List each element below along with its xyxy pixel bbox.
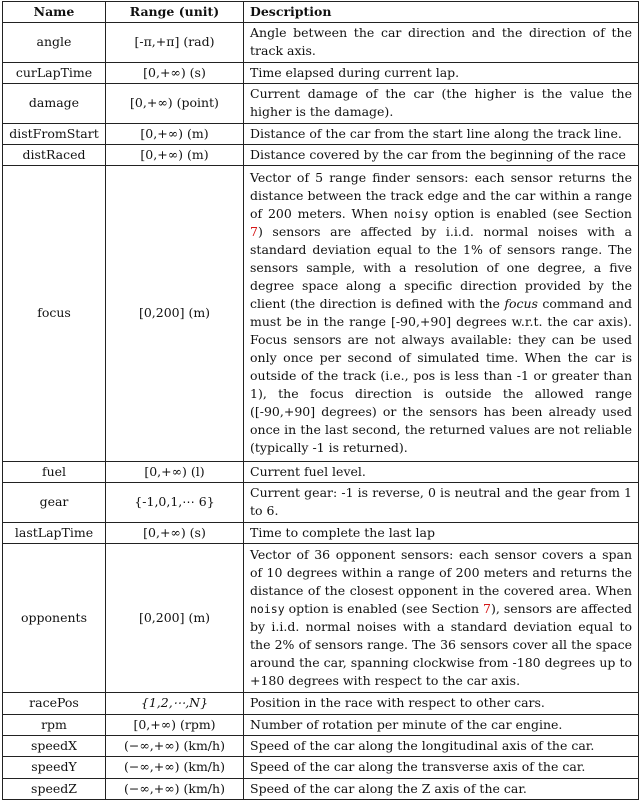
row-description: Distance of the car from the start line along the track line.	[244, 123, 639, 144]
row-range: [0,+∞) (s)	[106, 522, 244, 543]
table-header-row	[3, 2, 639, 23]
table-row	[3, 62, 639, 83]
table-row	[3, 483, 639, 523]
row-description: Time to complete the last lap	[244, 522, 639, 543]
row-name: distFromStart	[3, 123, 106, 144]
desc-text: command and must be in the range [-90,+90] degrees w.r.t. the car axis). Focus sensors are not always available: they can be used only once per second of simulated time. When the car is outside of the track (i.e., pos is less than -1 or greater than 1), the focus direction is outside the allowed range ([-90,+90] degrees) or the sensors has been already used once in the last second, the returned values are not reliable (typically -1 is returned).	[250, 296, 632, 456]
row-description: Number of rotation per minute of the car engine.	[244, 714, 639, 735]
row-description: Speed of the car along the Z axis of the car.	[244, 778, 639, 799]
table-row	[3, 123, 639, 144]
header-description: Description	[244, 2, 639, 23]
table-row	[3, 522, 639, 543]
row-range: (−∞,+∞) (km/h)	[106, 735, 244, 756]
row-range: [0,200] (m)	[106, 166, 244, 462]
row-range: {-1,0,1,⋯ 6}	[106, 483, 244, 523]
row-description: Speed of the car along the longitudinal axis of the car.	[244, 735, 639, 756]
row-name: speedY	[3, 757, 106, 778]
row-description: Current fuel level.	[244, 461, 639, 482]
table-row	[3, 544, 639, 693]
desc-text: ), sensors are affected by i.i.d. normal noises with a standard deviation equal to the 2% of sensors range. The 36 sensors cover all the space around the car, spanning clockwise from -180 degrees up to +180 degrees with respect to the car axis.	[250, 601, 632, 689]
row-name: curLapTime	[3, 62, 106, 83]
row-range: (−∞,+∞) (km/h)	[106, 778, 244, 799]
focus-keyword: focus	[504, 296, 538, 312]
row-name: speedZ	[3, 778, 106, 799]
table-row	[3, 714, 639, 735]
row-range: [0,+∞) (l)	[106, 461, 244, 482]
desc-text: ) sensors are affected by i.i.d. normal noises with a standard deviation equal to the 1% of sensors range. The sensors sample, with a resolution of one degree, a five degree space along a specific direction provided by the client (the direction is defined with the	[250, 224, 632, 312]
row-description: Time elapsed during current lap.	[244, 62, 639, 83]
row-range: [0,200] (m)	[106, 544, 244, 693]
row-name: fuel	[3, 461, 106, 482]
row-name: focus	[3, 166, 106, 462]
row-range: (−∞,+∞) (km/h)	[106, 757, 244, 778]
row-description	[244, 166, 639, 462]
row-name: angle	[3, 23, 106, 63]
row-range: {1,2,⋯,N}	[106, 693, 244, 714]
noisy-keyword: noisy	[393, 207, 429, 222]
row-name: distRaced	[3, 144, 106, 165]
row-range: [-π,+π] (rad)	[106, 23, 244, 63]
row-description: Distance covered by the car from the beginning of the race	[244, 144, 639, 165]
table-row	[3, 166, 639, 462]
section-ref-link[interactable]: 7	[250, 224, 258, 240]
row-name: damage	[3, 83, 106, 123]
header-range: Range (unit)	[106, 2, 244, 23]
row-description: Current damage of the car (the higher is the value the higher is the damage).	[244, 83, 639, 123]
table-row	[3, 83, 639, 123]
row-name: gear	[3, 483, 106, 523]
noisy-keyword: noisy	[250, 602, 285, 617]
row-name: speedX	[3, 735, 106, 756]
desc-text: Vector of 36 opponent sensors: each sensor covers a span of 10 degrees within a range of 200 meters and returns the distance of the closest opponent in the covered area. When	[250, 547, 632, 599]
table-row	[3, 757, 639, 778]
row-range: [0,+∞) (m)	[106, 144, 244, 165]
row-range: [0,+∞) (point)	[106, 83, 244, 123]
row-description: Position in the race with respect to other cars.	[244, 693, 639, 714]
row-name: opponents	[3, 544, 106, 693]
row-range: [0,+∞) (rpm)	[106, 714, 244, 735]
sensor-table	[2, 1, 639, 800]
desc-text: Vector of 5 range finder sensors: each sensor returns the distance between the track edge and the car within a range of 200 meters. When	[250, 170, 632, 222]
desc-text: option is enabled (see Section	[284, 601, 484, 617]
row-description	[244, 544, 639, 693]
table-row	[3, 778, 639, 799]
row-description: Current gear: -1 is reverse, 0 is neutral and the gear from 1 to 6.	[244, 483, 639, 523]
table-row	[3, 23, 639, 63]
row-name: lastLapTime	[3, 522, 106, 543]
row-range: [0,+∞) (s)	[106, 62, 244, 83]
row-name: racePos	[3, 693, 106, 714]
row-description: Speed of the car along the transverse axis of the car.	[244, 757, 639, 778]
row-name: rpm	[3, 714, 106, 735]
table-row	[3, 735, 639, 756]
table-row	[3, 461, 639, 482]
header-name: Name	[3, 2, 106, 23]
section-ref-link[interactable]: 7	[483, 601, 491, 617]
row-range: [0,+∞) (m)	[106, 123, 244, 144]
row-description: Angle between the car direction and the direction of the track axis.	[244, 23, 639, 63]
table-row	[3, 693, 639, 714]
desc-text: option is enabled (see Section	[428, 206, 632, 222]
table-row	[3, 144, 639, 165]
